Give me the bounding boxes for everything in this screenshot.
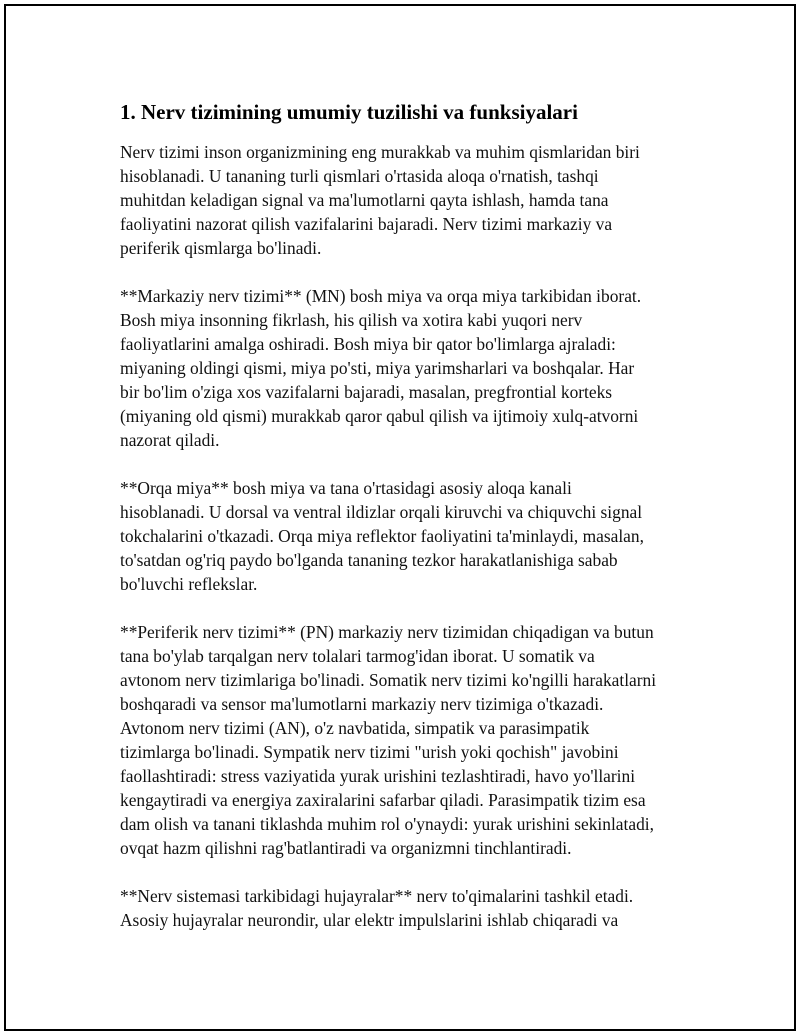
page-frame (4, 4, 796, 1031)
text-line: **Markaziy nerv tizimi** (MN) bosh miya va orqa miya tarkibidan iborat. (120, 286, 642, 306)
paragraph (120, 140, 700, 260)
text-line: Avtonom nerv tizimi (AN), o'z navbatida, simpatik va parasimpatik (120, 718, 590, 738)
text-line: dam olish va tanani tiklashda muhim rol o'ynaydi: yurak urishini sekinlatadi, (120, 814, 654, 834)
text-line: nazorat qiladi. (120, 430, 220, 450)
text-line: tizimlarga bo'linadi. Sympatik nerv tizimi "urish yoki qochish" javobini (120, 742, 619, 762)
text-line: tokchalarini o'tkazadi. Orqa miya reflektor faoliyatini ta'minlaydi, masalan, (120, 526, 644, 546)
text-line: **Nerv sistemasi tarkibidagi hujayralar** nerv to'qimalarini tashkil etadi. (120, 886, 634, 906)
text-line: faollashtiradi: stress vaziyatida yurak urishini tezlashtiradi, havo yo'llarini (120, 766, 636, 786)
text-line: boshqaradi va sensor ma'lumotlarni markaziy nerv tizimiga o'tkazadi. (120, 694, 604, 714)
section-heading: 1. Nerv tizimining umumiy tuzilishi va funksiyalari (120, 100, 578, 124)
text-line: faoliyatini nazorat qilish vazifalarini bajaradi. Nerv tizimi markaziy va (120, 214, 613, 234)
paragraph (120, 884, 700, 932)
paragraph (120, 476, 700, 596)
text-line: (miyaning old qismi) murakkab qaror qabul qilish va ijtimoiy xulq-atvorni (120, 406, 639, 426)
text-line: to'satdan og'riq paydo bo'lganda tananing tezkor harakatlanishiga sabab (120, 550, 618, 570)
text-line: ovqat hazm qilishni rag'batlantiradi va organizmni tinchlantiradi. (120, 838, 572, 858)
text-line: periferik qismlarga bo'linadi. (120, 238, 322, 258)
text-line: bo'luvchi reflekslar. (120, 574, 258, 594)
paragraph (120, 620, 700, 860)
text-line: faoliyatlarini amalga oshiradi. Bosh miya bir qator bo'limlarga ajraladi: (120, 334, 616, 354)
text-line: kengaytiradi va energiya zaxiralarini safarbar qiladi. Parasimpatik tizim esa (120, 790, 646, 810)
text-line: muhitdan keladigan signal va ma'lumotlarni qayta ishlash, hamda tana (120, 190, 609, 210)
paragraph (120, 284, 700, 452)
paragraph-list (120, 140, 700, 932)
text-line: hisoblanadi. U tananing turli qismlari o'rtasida aloqa o'rnatish, tashqi (120, 166, 599, 186)
text-line: avtonom nerv tizimlariga bo'linadi. Somatik nerv tizimi ko'ngilli harakatlarni (120, 670, 657, 690)
text-line: **Orqa miya** bosh miya va tana o'rtasidagi asosiy aloqa kanali (120, 478, 572, 498)
text-line: hisoblanadi. U dorsal va ventral ildizlar orqali kiruvchi va chiquvchi signal (120, 502, 643, 522)
text-line: bir bo'lim o'ziga xos vazifalarni bajaradi, masalan, pregfrontial korteks (120, 382, 613, 402)
text-line: tana bo'ylab tarqalgan nerv tolalari tarmog'idan iborat. U somatik va (120, 646, 595, 666)
text-line: Bosh miya insonning fikrlash, his qilish va xotira kabi yuqori nerv (120, 310, 583, 330)
text-line: Asosiy hujayralar neurondir, ular elektr impulslarini ishlab chiqaradi va (120, 910, 619, 930)
text-line: Nerv tizimi inson organizmining eng murakkab va muhim qismlaridan biri (120, 142, 640, 162)
document-body (120, 98, 700, 956)
text-line: miyaning oldingi qismi, miya po'sti, miya yarimsharlari va boshqalar. Har (120, 358, 635, 378)
text-line: **Periferik nerv tizimi** (PN) markaziy nerv tizimidan chiqadigan va butun (120, 622, 654, 642)
